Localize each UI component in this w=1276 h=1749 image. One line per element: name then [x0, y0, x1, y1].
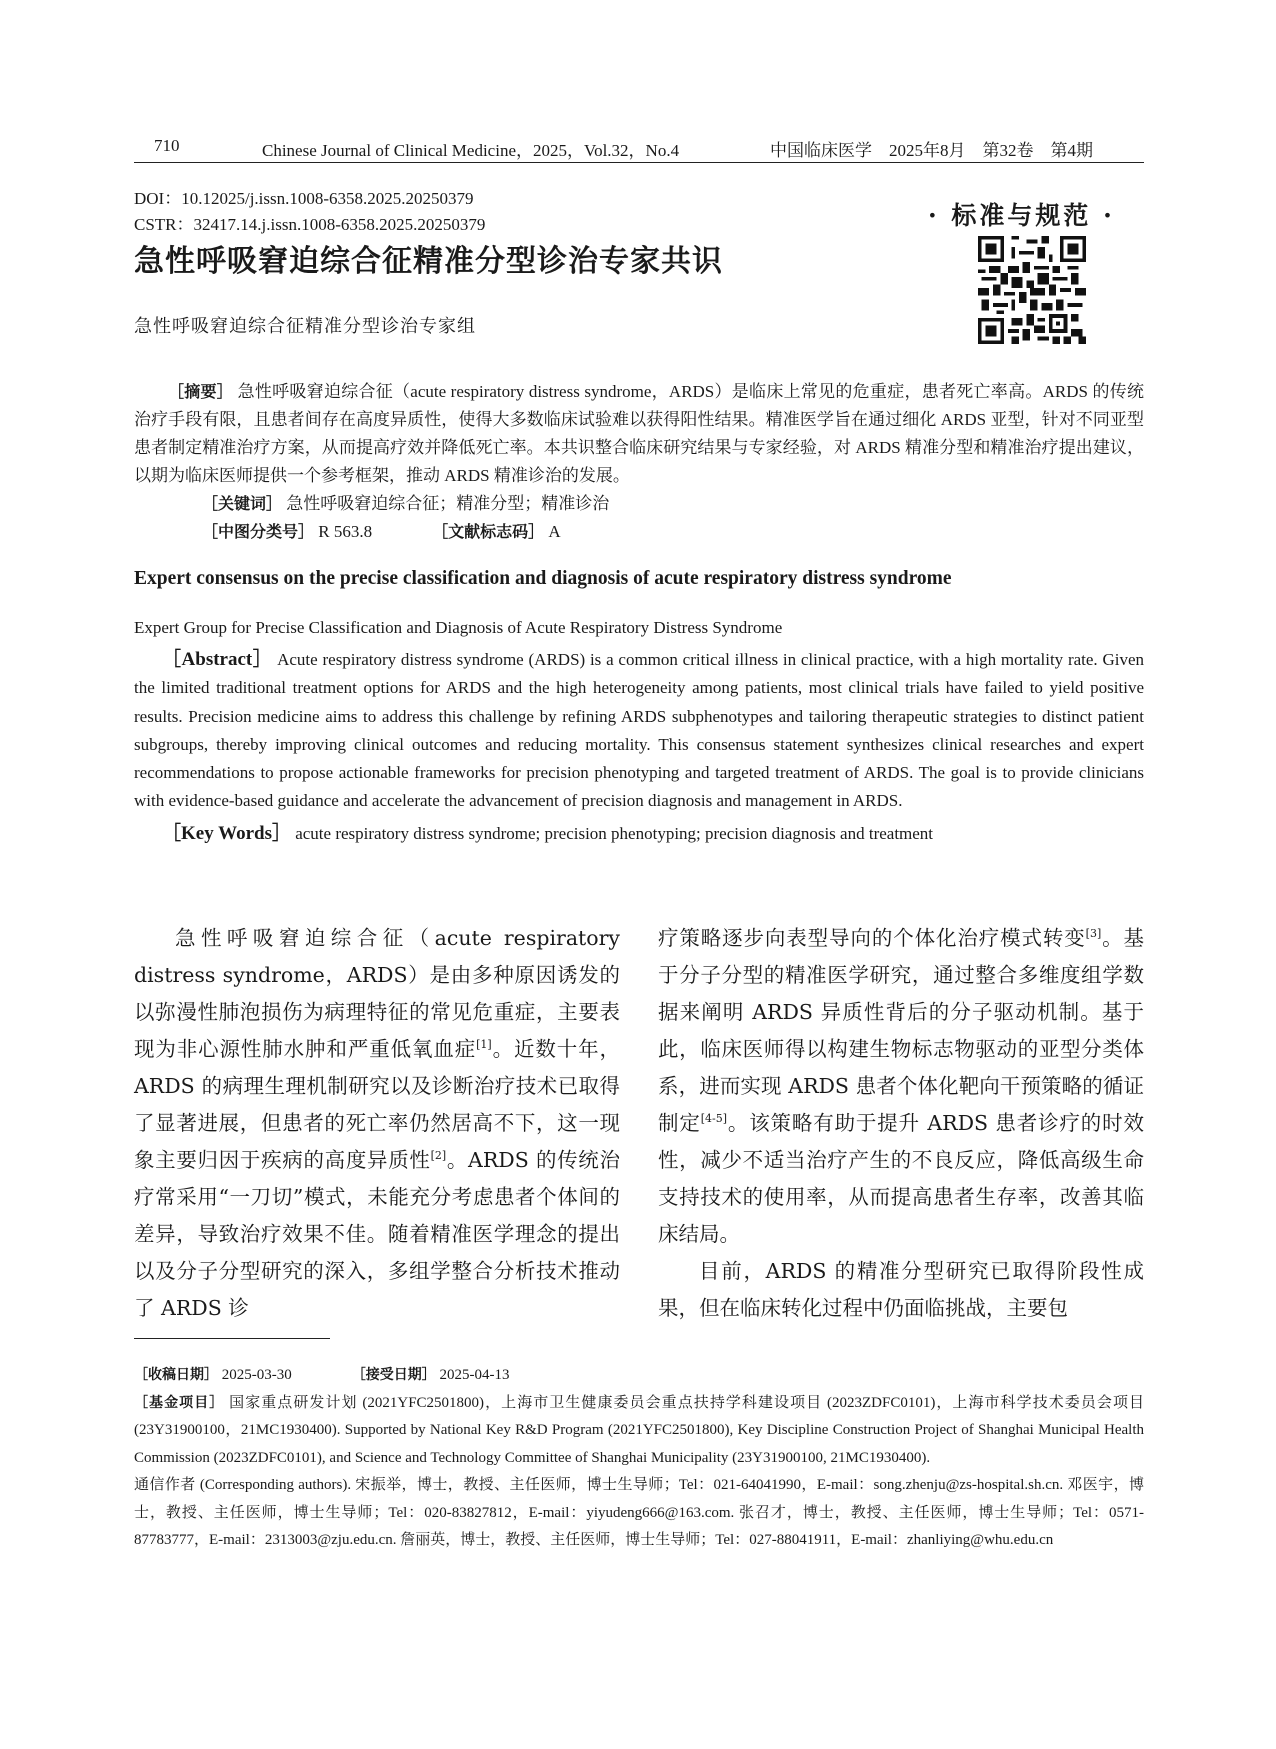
abstract-en-block — [134, 646, 1144, 848]
doc-code-value: A — [548, 522, 561, 541]
body-text: 。近数十年，ARDS 的病理生理机制研究以及诊断治疗技术已取得了显著进展，但患者的死亡率仍然居高不下，这一现象主要归因于疾病的高度异质性 — [134, 1037, 621, 1172]
classification-line — [134, 518, 1144, 546]
page-number: 710 — [154, 136, 180, 155]
clc-label: ［中图分类号］ — [202, 522, 315, 541]
body-paragraph — [658, 1253, 1144, 1327]
journal-name-cn: 中国临床医学 2025年8月 第32卷 第4期 — [770, 141, 1093, 160]
keywords-en-text: acute respiratory distress syndrome; precision phenotyping; precision diagnosis and treatment — [295, 823, 934, 843]
footnotes — [134, 1362, 1144, 1555]
article-title-cn: 急性呼吸窘迫综合征精准分型诊治专家共识 — [134, 244, 723, 279]
abstract-en-label: ［Abstract］ — [162, 649, 273, 670]
clc-value: R 563.8 — [318, 522, 373, 541]
body-column-left — [134, 920, 620, 1327]
funding-note — [134, 1390, 1144, 1473]
footnote-rule — [134, 1338, 330, 1339]
body-text: 。ARDS 的传统治疗常采用“一刀切”模式，未能充分考虑患者个体间的差异，导致治疗效果不佳。随着精准医学理念的提出以及分子分型研究的深入，多组学整合分析技术推动了 ARDS 诊 — [134, 1148, 620, 1320]
doi: DOI：10.12025/j.issn.1008-6358.2025.20250379 — [134, 189, 474, 208]
doc-code-label: ［文献标志码］ — [432, 522, 545, 541]
funding-text: 国家重点研发计划 (2021YFC2501800)，上海市卫生健康委员会重点扶持学科建设项目 (2023ZDFC0101)，上海市科学技术委员会项目 (23Y31900100，21MC1930400). Supported by National Key R&D Program (2021YFC2501800), Key Discipline Construction Project of Shanghai Municipal Health Commission (2023ZDFC0101), and Science and Technology Committee of Shanghai Municipality (23Y31900100, 21MC1930400). — [134, 1394, 1145, 1466]
body-text: 急性呼吸窘迫综合征（acute respiratory distress syndrome，ARDS）是由多种原因诱发的以弥漫性肺泡损伤为病理特征的常见危重症，主要表现为非心源性肺水肿和严重低氧血症 — [134, 926, 620, 1061]
cstr: CSTR：32417.14.j.issn.1008-6358.2025.20250379 — [134, 215, 486, 234]
accepted-label: ［接受日期］ — [351, 1367, 436, 1383]
keywords-cn-text: 急性呼吸窘迫综合征；精准分型；精准诊治 — [286, 494, 610, 513]
body-column-right — [658, 920, 1144, 1327]
citation-ref[interactable]: [3] — [1085, 927, 1102, 941]
body-text: 目前，ARDS 的精准分型研究已取得阶段性成果，但在临床转化过程中仍面临挑战，主要包 — [658, 1259, 1144, 1320]
received-label: ［收稿日期］ — [134, 1367, 218, 1383]
body-paragraph — [658, 920, 1144, 1253]
body-paragraph — [134, 920, 620, 1327]
accepted-date: 2025-04-13 — [439, 1367, 510, 1383]
abstract-cn-text: 急性呼吸窘迫综合征（acute respiratory distress syndrome，ARDS）是临床上常见的危重症，患者死亡率高。ARDS 的传统治疗手段有限，且患者间存在高度异质性，使得大多数临床试验难以获得阳性结果。精准医学旨在通过细化 ARDS 亚型，针对不同亚型患者制定精准治疗方案，从而提高疗效并降低死亡率。本共识整合临床研究结果与专家经验，对 ARDS 精准分型和精准治疗提出建议，以期为临床医师提供一个参考框架，推动 ARDS 精准诊治的发展。 — [134, 382, 1145, 485]
abstract-cn-label: ［摘要］ — [168, 382, 234, 401]
citation-ref[interactable]: [4-5] — [700, 1112, 727, 1126]
body-text: 。基于分子分型的精准医学研究，通过整合多维度组学数据来阐明 ARDS 异质性背后的分子驱动机制。基于此，临床医师得以构建生物标志物驱动的亚型分类体系，进而实现 ARDS 患者个体化靶向干预策略的循证制定 — [658, 926, 1145, 1135]
qr-code-icon — [978, 236, 1086, 344]
journal-name-en: Chinese Journal of Clinical Medicine，2025，Vol.32，No.4 — [262, 141, 680, 160]
dates-line — [134, 1362, 1144, 1390]
body-text: 。该策略有助于提升 ARDS 患者诊疗的时效性，减少不适当治疗产生的不良反应，降低高级生命支持技术的使用率，从而提高患者生存率，改善其临床结局。 — [658, 1111, 1144, 1246]
column-tag: · 标准与规范 · — [928, 201, 1115, 230]
abstract-en-text: Acute respiratory distress syndrome (ARDS) is a common critical illness in clinical practice, with a high mortality rate. Given the limited traditional treatment options for ARDS and the high heterogeneity among patients, most clinical trials have failed to yield positive results. Precision medicine aims to address this challenge by refining ARDS subphenotypes and tailoring therapeutic strategies to distinct patient subgroups, thereby improving clinical outcomes and reducing mortality. This consensus statement synthesizes clinical researches and expert recommendations to propose actionable frameworks for precision phenotyping and targeted treatment of ARDS. The goal is to provide clinicians with evidence-based guidance and accelerate the advancement of precision diagnosis and management in ARDS. — [134, 650, 1145, 811]
funding-label: ［基金项目］ — [134, 1394, 225, 1411]
abstract-en — [134, 646, 1144, 816]
keywords-cn — [134, 490, 1144, 518]
received-date: 2025-03-30 — [221, 1367, 292, 1383]
author-group-en: Expert Group for Precise Classification and Diagnosis of Acute Respiratory Distress Syndrome — [134, 618, 783, 637]
citation-ref[interactable]: [1] — [476, 1038, 492, 1052]
body-text: 疗策略逐步向表型导向的个体化治疗模式转变 — [658, 926, 1086, 950]
author-group-cn: 急性呼吸窘迫综合征精准分型诊治专家组 — [134, 316, 476, 336]
citation-ref[interactable]: [2] — [430, 1149, 447, 1163]
article-title-en: Expert consensus on the precise classification and diagnosis of acute respiratory distress syndrome — [134, 568, 952, 589]
header-rule — [134, 162, 1144, 163]
abstract-cn-block — [134, 378, 1144, 546]
corresponding-authors: 通信作者 (Corresponding authors). 宋振举，博士，教授、主任医师，博士生导师；Tel：021-64041990，E-mail：song.zhenju@zs-hospital.sh.cn. 邓医宇，博士，教授、主任医师，博士生导师；Tel：020-83827812，E-mail：yiyudeng666@163.com. 张召才，博士，教授、主任医师，博士生导师；Tel：0571-87783777，E-mail：2313003@zju.edu.cn. 詹丽英，博士，教授、主任医师，博士生导师；Tel：027-88041911，E-mail：zhanliying@whu.edu.cn — [134, 1477, 1144, 1548]
keywords-cn-label: ［关键词］ — [202, 494, 283, 513]
abstract-cn — [134, 378, 1144, 490]
keywords-en-label: ［Key Words］ — [162, 822, 291, 844]
keywords-en — [134, 820, 1144, 848]
